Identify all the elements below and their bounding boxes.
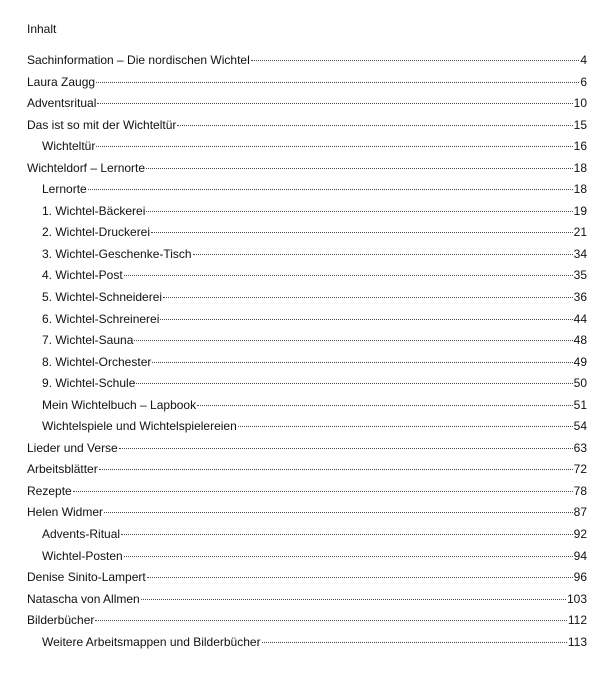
toc-entry[interactable] <box>27 462 587 484</box>
toc-dot-leader <box>96 82 579 83</box>
toc-entry-page-number: 112 <box>567 613 587 628</box>
toc-entry-title: 4. Wichtel-Post <box>42 268 123 283</box>
toc-dot-leader <box>160 319 572 320</box>
toc-entry-page-number: 50 <box>573 376 587 391</box>
toc-entry-page-number: 10 <box>573 96 587 111</box>
toc-entry[interactable] <box>27 225 587 247</box>
toc-entry[interactable] <box>27 484 587 506</box>
toc-entry-page-number: 18 <box>573 182 587 197</box>
toc-entry[interactable] <box>27 139 587 161</box>
toc-dot-leader <box>96 146 572 147</box>
toc-entry-title: Denise Sinito-Lampert <box>27 570 146 585</box>
toc-entry[interactable] <box>27 441 587 463</box>
toc-dot-leader <box>177 125 572 126</box>
toc-entry-page-number: 51 <box>573 397 587 412</box>
toc-dot-leader <box>251 60 580 61</box>
toc-entry-title: 8. Wichtel-Orchester <box>42 354 152 369</box>
toc-dot-leader <box>119 448 573 449</box>
toc-entry-title: Adventsritual <box>27 96 97 111</box>
toc-entry[interactable] <box>27 355 587 377</box>
toc-entry[interactable] <box>27 182 587 204</box>
toc-entry-title: 2. Wichtel-Druckerei <box>42 225 151 240</box>
toc-entry-title: Wichteltür <box>42 139 96 154</box>
toc-entry-page-number: 44 <box>573 311 587 326</box>
toc-entry-page-number: 94 <box>573 548 587 563</box>
toc-entry-title: Mein Wichtelbuch – Lapbook <box>42 397 197 412</box>
toc-entry-title: Rezepte <box>27 483 72 498</box>
toc-entry-page-number: 18 <box>573 160 587 175</box>
toc-dot-leader <box>151 232 573 233</box>
toc-heading: Inhalt <box>27 22 57 36</box>
toc-entry-title: Arbeitsblätter <box>27 462 98 477</box>
toc-entry-page-number: 87 <box>573 505 587 520</box>
toc-entry-title: Wichteldorf – Lernorte <box>27 160 146 175</box>
toc-entry[interactable] <box>27 635 587 657</box>
toc-entry[interactable] <box>27 419 587 441</box>
toc-entry-page-number: 103 <box>566 591 587 606</box>
toc-dot-leader <box>99 469 573 470</box>
toc-entry-page-number: 78 <box>573 483 587 498</box>
toc-entry-page-number: 63 <box>573 440 587 455</box>
toc-entry[interactable] <box>27 118 587 140</box>
toc-entry-page-number: 113 <box>567 634 587 649</box>
toc-entry-page-number: 96 <box>573 570 587 585</box>
toc-dot-leader <box>88 189 573 190</box>
toc-entry[interactable] <box>27 613 587 635</box>
toc-entry[interactable] <box>27 592 587 614</box>
toc-entry-title: 6. Wichtel-Schreinerei <box>42 311 160 326</box>
toc-dot-leader <box>163 297 573 298</box>
toc-dot-leader <box>134 340 572 341</box>
toc-dot-leader <box>152 362 572 363</box>
toc-dot-leader <box>136 383 572 384</box>
toc-dot-leader <box>95 620 566 621</box>
toc-dot-leader <box>124 275 573 276</box>
toc-entry[interactable] <box>27 290 587 312</box>
toc-entry-title: 9. Wichtel-Schule <box>42 376 136 391</box>
toc-dot-leader <box>238 426 573 427</box>
toc-entry[interactable] <box>27 570 587 592</box>
table-of-contents <box>27 53 587 656</box>
toc-entry[interactable] <box>27 247 587 269</box>
toc-dot-leader <box>104 512 573 513</box>
toc-entry-page-number: 16 <box>573 139 587 154</box>
toc-entry[interactable] <box>27 549 587 571</box>
toc-dot-leader <box>146 168 573 169</box>
toc-entry[interactable] <box>27 75 587 97</box>
toc-dot-leader <box>73 491 573 492</box>
toc-dot-leader <box>121 534 573 535</box>
toc-entry-title: Advents-Ritual <box>42 527 121 542</box>
toc-entry-title: Bilderbücher <box>27 613 95 628</box>
toc-entry-title: Laura Zaugg <box>27 74 96 89</box>
toc-entry-title: 5. Wichtel-Schneiderei <box>42 290 163 305</box>
toc-entry[interactable] <box>27 505 587 527</box>
toc-dot-leader <box>97 103 572 104</box>
toc-entry[interactable] <box>27 527 587 549</box>
toc-entry-title: Helen Widmer <box>27 505 104 520</box>
toc-entry-title: 7. Wichtel-Sauna <box>42 333 134 348</box>
toc-entry-title: Das ist so mit der Wichteltür <box>27 117 177 132</box>
toc-dot-leader <box>147 577 573 578</box>
toc-entry-page-number: 21 <box>573 225 587 240</box>
toc-entry[interactable] <box>27 312 587 334</box>
toc-entry[interactable] <box>27 96 587 118</box>
toc-entry-title: 3. Wichtel-Geschenke-Tisch <box>42 246 192 261</box>
toc-dot-leader <box>193 254 573 255</box>
toc-dot-leader <box>146 211 572 212</box>
toc-entry-title: Wichtelspiele und Wichtelspielereien <box>42 419 237 434</box>
toc-dot-leader <box>141 599 566 600</box>
toc-entry[interactable] <box>27 398 587 420</box>
toc-entry-page-number: 36 <box>573 290 587 305</box>
toc-entry[interactable] <box>27 333 587 355</box>
toc-entry[interactable] <box>27 53 587 75</box>
toc-entry-title: Sachinformation – Die nordischen Wichtel <box>27 53 250 67</box>
toc-entry-page-number: 92 <box>573 527 587 542</box>
toc-entry-title: Lieder und Verse <box>27 440 118 455</box>
toc-entry[interactable] <box>27 161 587 183</box>
toc-entry-page-number: 4 <box>580 53 587 67</box>
toc-entry-title: 1. Wichtel-Bäckerei <box>42 203 146 218</box>
toc-entry-title: Natascha von Allmen <box>27 591 140 606</box>
toc-entry-page-number: 49 <box>573 354 587 369</box>
toc-entry-title: Wichtel-Posten <box>42 548 123 563</box>
toc-entry-page-number: 19 <box>573 203 587 218</box>
toc-entry-page-number: 34 <box>573 246 587 261</box>
toc-entry-page-number: 72 <box>573 462 587 477</box>
toc-entry-title: Weitere Arbeitsmappen und Bilderbücher <box>42 634 261 649</box>
toc-dot-leader <box>197 405 573 406</box>
toc-entry-page-number: 48 <box>573 333 587 348</box>
toc-dot-leader <box>262 642 567 643</box>
toc-entry[interactable] <box>27 376 587 398</box>
toc-entry[interactable] <box>27 268 587 290</box>
toc-entry-page-number: 35 <box>573 268 587 283</box>
toc-dot-leader <box>124 556 573 557</box>
toc-entry-page-number: 15 <box>573 117 587 132</box>
toc-entry-page-number: 6 <box>580 74 587 89</box>
toc-entry-title: Lernorte <box>42 182 87 197</box>
toc-entry-page-number: 54 <box>573 419 587 434</box>
toc-entry[interactable] <box>27 204 587 226</box>
